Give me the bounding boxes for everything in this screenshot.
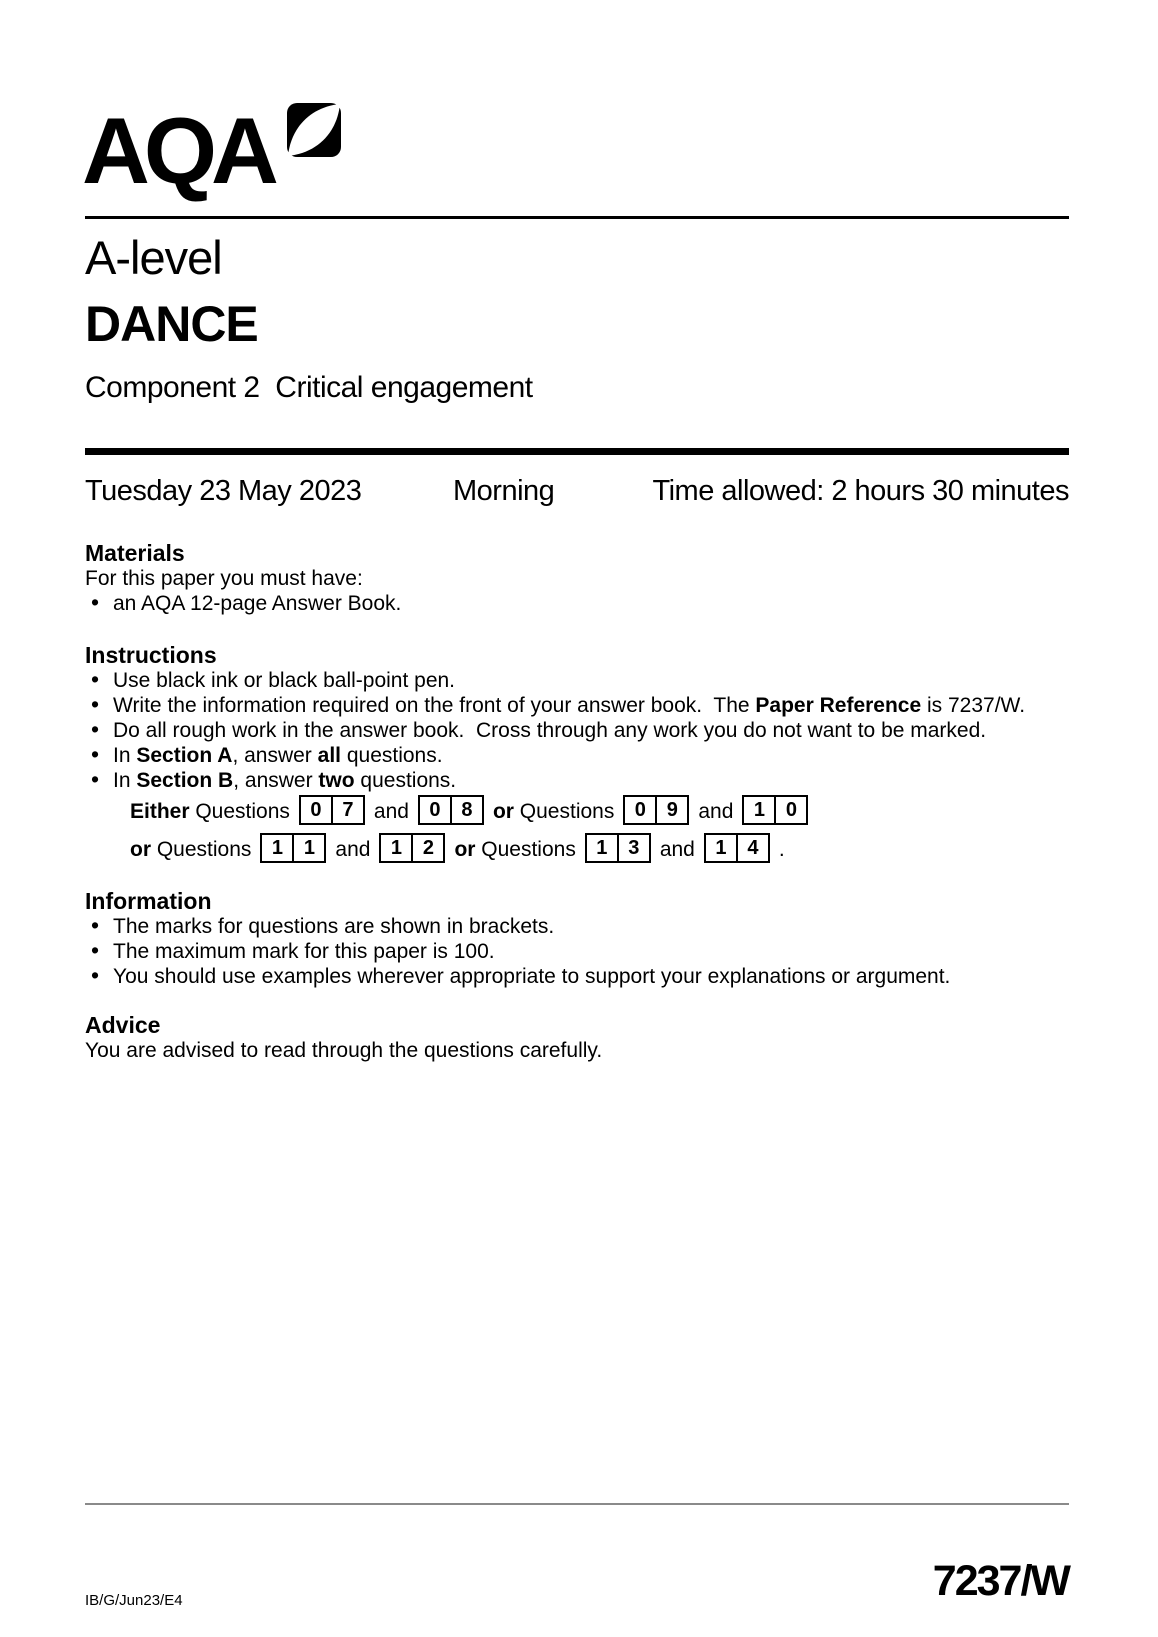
question-number-digit: 2: [411, 835, 443, 861]
information-bullet-item: • The maximum mark for this paper is 100.: [85, 939, 1069, 964]
question-number-box: [704, 833, 770, 863]
exam-date: Tuesday 23 May 2023: [85, 475, 362, 507]
instructions-bullet-item: • In Section B, answer two questions.: [85, 768, 1069, 793]
instructions-section: [85, 642, 1069, 869]
advice-heading: Advice: [85, 1012, 161, 1038]
title-divider: [85, 448, 1069, 455]
question-number-box: [623, 795, 689, 825]
information-bullet-item: • The marks for questions are shown in brackets.: [85, 914, 1069, 939]
question-number-box: [585, 833, 651, 863]
component-title: Component 2 Critical engagement: [85, 371, 533, 404]
question-number-box: [260, 833, 326, 863]
instructions-bullet-item: • In Section A, answer all questions.: [85, 743, 1069, 768]
question-number-digit: 3: [617, 835, 649, 861]
materials-heading: Materials: [85, 540, 185, 566]
question-number-digit: 8: [450, 797, 482, 823]
question-choice-row-either: Either Questions 0 7 and 0 8 or Questions 0 9 and 1 0: [85, 793, 1069, 831]
time-allowed: Time allowed: 2 hours 30 minutes: [652, 475, 1069, 507]
information-heading: Information: [85, 888, 212, 914]
question-choice-row-or: or Questions 1 1 and 1 2 or Questions 1 3 and 1 4 .: [85, 831, 1069, 869]
question-number-digit: 0: [634, 799, 646, 822]
advice-text: You are advised to read through the questions carefully.: [85, 1039, 603, 1062]
materials-section: [85, 540, 1069, 616]
information-section: [85, 888, 1069, 989]
aqa-leaf-icon: [287, 103, 341, 157]
question-number-digit: 1: [596, 837, 608, 860]
question-number-digit: 1: [390, 837, 402, 860]
header-divider: [85, 216, 1069, 219]
question-number-digit: 1: [753, 799, 765, 822]
question-number-digit: 0: [429, 799, 441, 822]
question-number-box: [299, 795, 365, 825]
print-code: IB/G/Jun23/E4: [85, 1592, 183, 1609]
question-number-digit: 4: [736, 835, 768, 861]
question-number-digit: 0: [774, 797, 806, 823]
instructions-heading: Instructions: [85, 642, 217, 668]
exam-session: Morning: [453, 475, 555, 507]
instructions-bullet-item: • Use black ink or black ball-point pen.: [85, 668, 1069, 693]
information-bullet-item: • You should use examples wherever appropriate to support your explanations or argument.: [85, 964, 1069, 989]
question-number-digit: 1: [271, 837, 283, 860]
question-number-box: [379, 833, 445, 863]
subject-title: DANCE: [85, 296, 258, 352]
advice-section: [85, 1012, 1069, 1063]
qualification-title: A-level: [85, 231, 222, 284]
question-number-digit: 1: [292, 835, 324, 861]
aqa-logo-text: AQA: [82, 98, 273, 203]
paper-reference: 7237/W: [932, 1557, 1069, 1605]
question-number-box: [742, 795, 808, 825]
question-number-digit: 1: [715, 837, 727, 860]
instructions-bullet-item: • Write the information required on the front of your answer book. The Paper Reference is 7237/W.: [85, 693, 1069, 718]
materials-bullet-item: • an AQA 12-page Answer Book.: [85, 591, 1069, 616]
question-number-digit: 0: [310, 799, 322, 822]
question-number-digit: 9: [655, 797, 687, 823]
question-number-box: [418, 795, 484, 825]
footer-divider: [85, 1503, 1069, 1505]
materials-intro: For this paper you must have:: [85, 567, 363, 590]
instructions-bullet-item: • Do all rough work in the answer book. Cross through any work you do not want to be marked.: [85, 718, 1069, 743]
question-number-digit: 7: [331, 797, 363, 823]
